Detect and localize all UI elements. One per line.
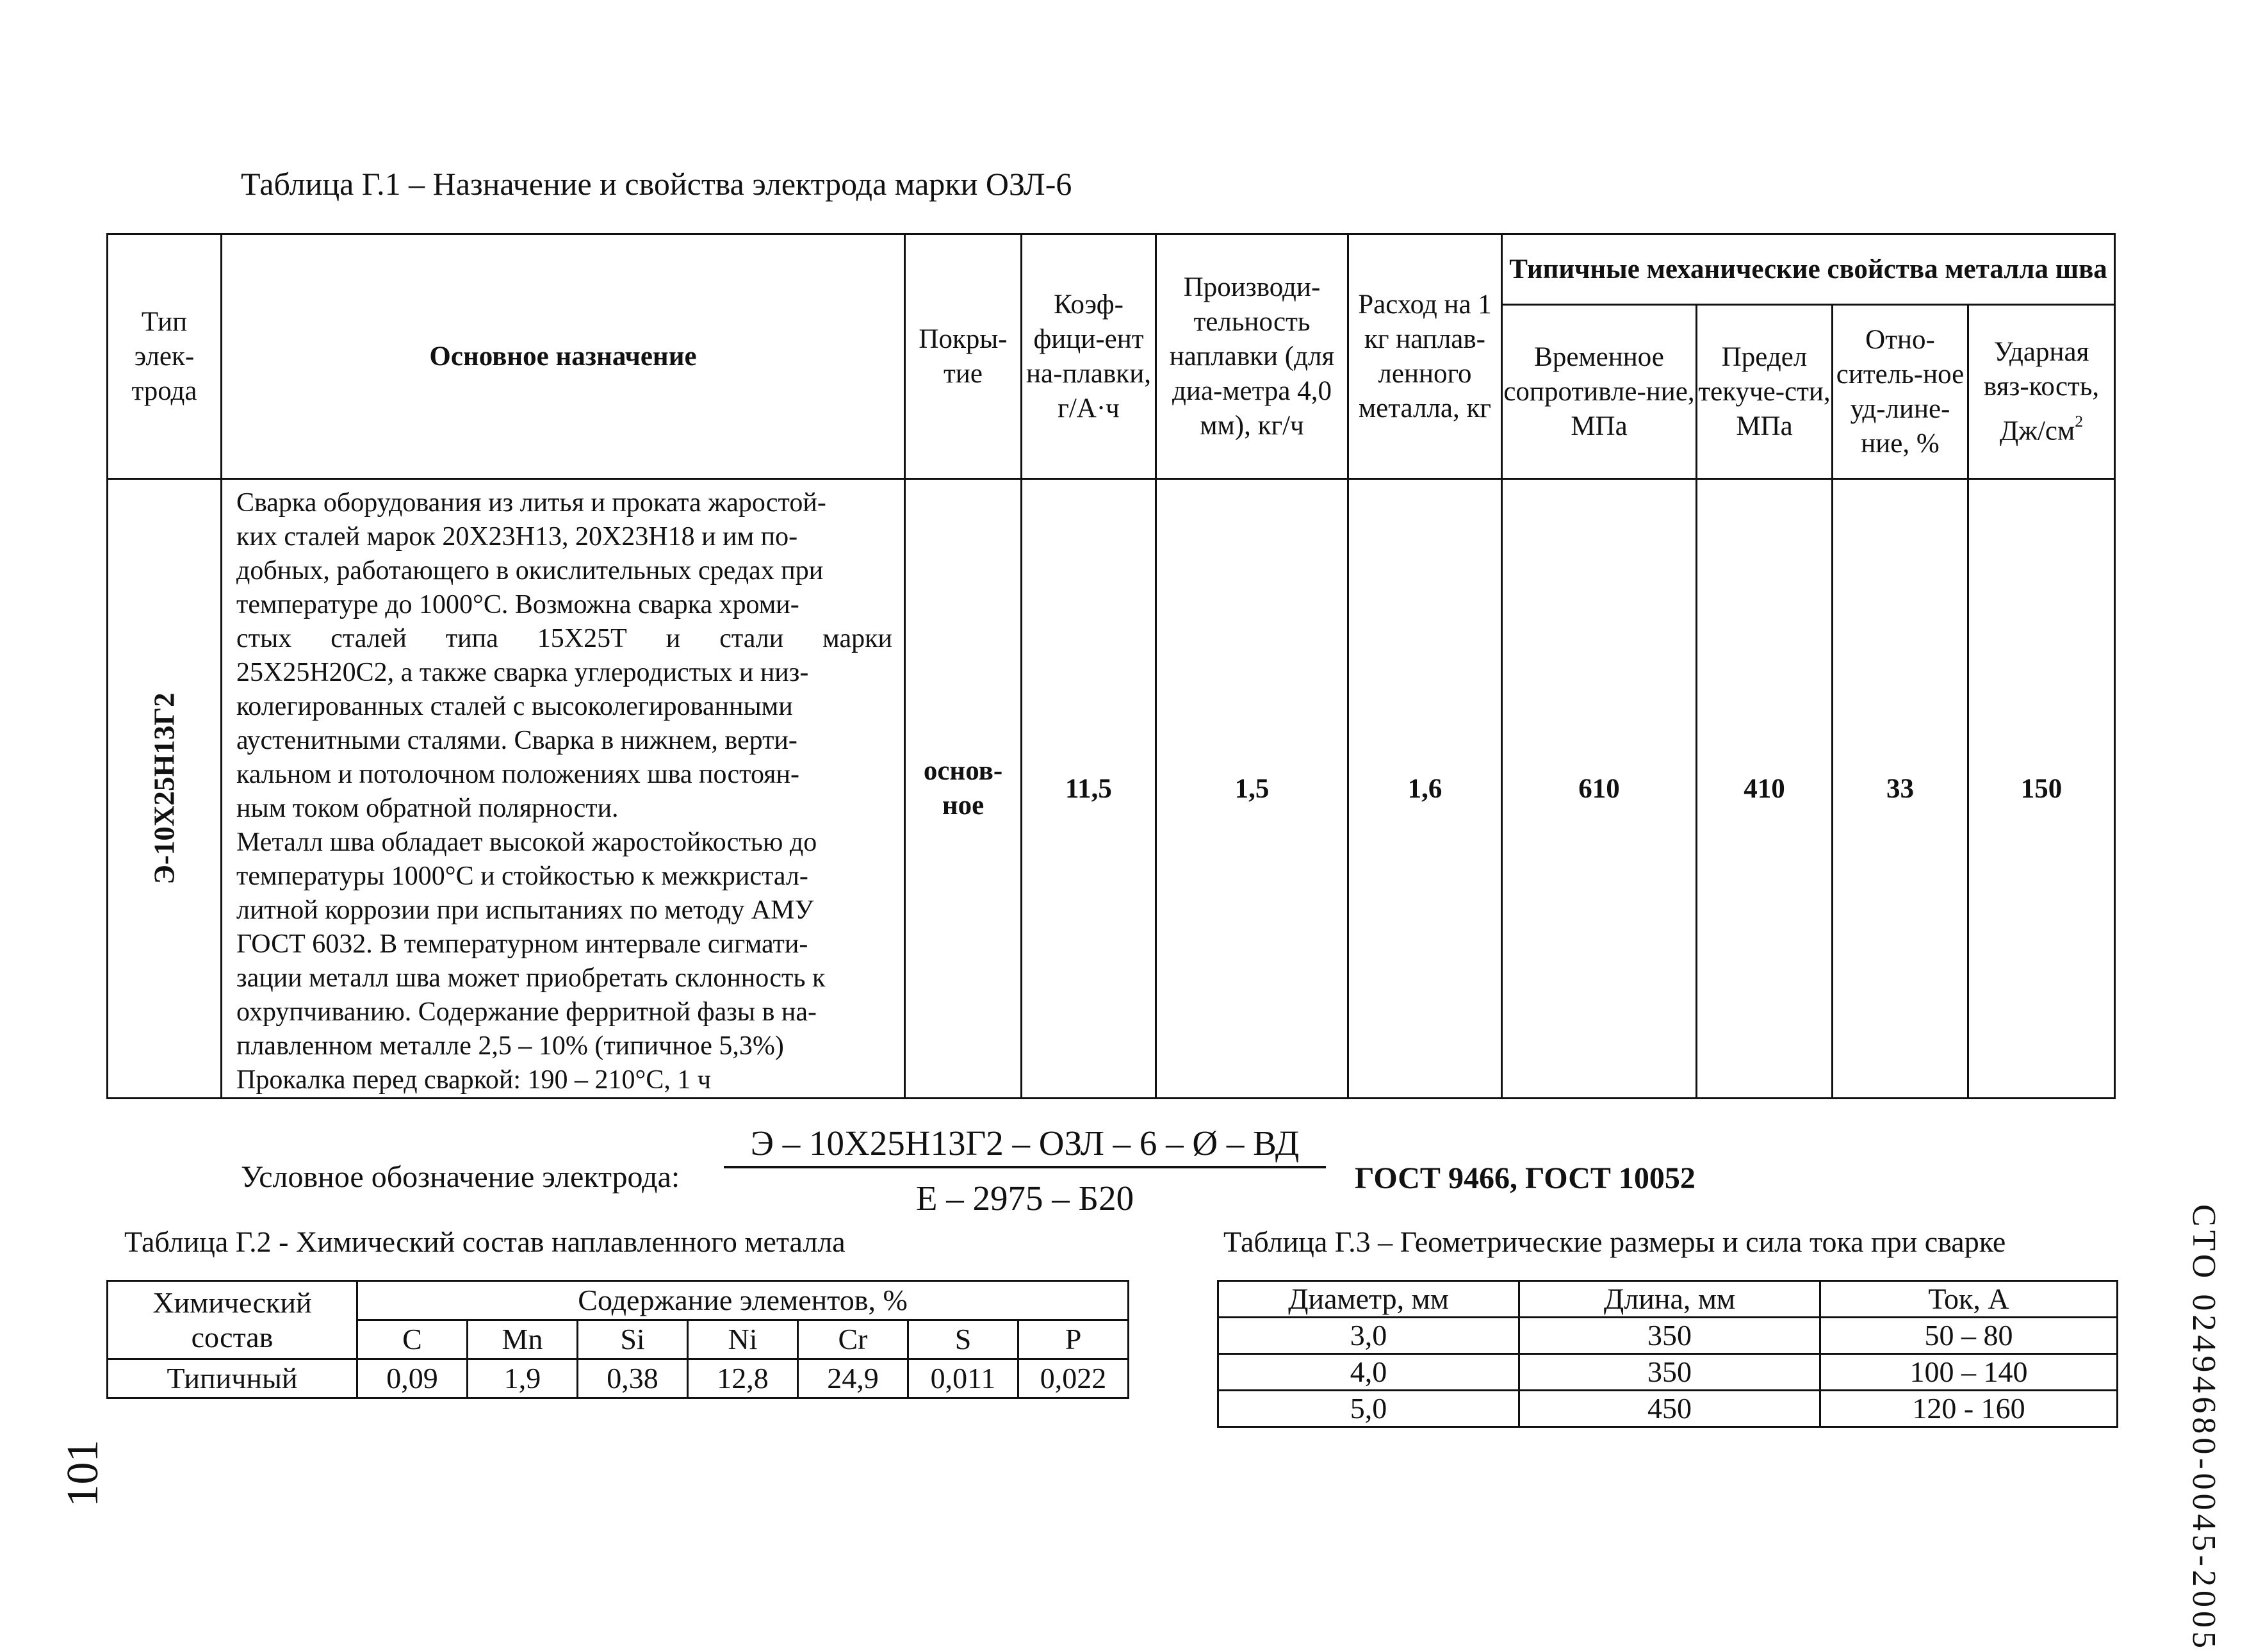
table1 bbox=[106, 233, 2116, 1099]
cell-yield: 410 bbox=[1697, 479, 1833, 1099]
length-value: 350 bbox=[1519, 1354, 1820, 1391]
purpose-line: колегированных сталей с высоколегированными bbox=[236, 692, 793, 721]
header-impact-text: Ударная вяз-кость, Дж/см bbox=[1983, 336, 2100, 446]
purpose-line: ным током обратной полярности. bbox=[236, 794, 619, 823]
header-mech-group: Типичные механические свойства металла шва bbox=[1502, 234, 2115, 305]
cell-consumption: 1,6 bbox=[1348, 479, 1502, 1099]
purpose-line: ких сталей марок 20Х23Н13, 20Х23Н18 и им по- bbox=[236, 522, 798, 552]
header-impact-sup: 2 bbox=[2075, 411, 2084, 430]
purpose-line: зации металл шва может приобретать склонность к bbox=[236, 963, 826, 993]
cell-productivity: 1,5 bbox=[1156, 479, 1348, 1099]
purpose-line: плавленном металле 2,5 – 10% (типичное 5,3%) bbox=[236, 1031, 784, 1061]
header-coefficient: Коэф-фици-ент на-плавки, г/А·ч bbox=[1022, 234, 1156, 479]
diameter-value: 4,0 bbox=[1218, 1354, 1519, 1391]
element-header: Ni bbox=[688, 1320, 798, 1359]
cell-tensile: 610 bbox=[1502, 479, 1697, 1099]
element-value: 24,9 bbox=[798, 1359, 908, 1398]
element-header: Mn bbox=[468, 1320, 578, 1359]
purpose-line: ГОСТ 6032. В температурном интервале сигмати- bbox=[236, 929, 808, 959]
header-tensile: Временное сопротивле-ние, МПа bbox=[1502, 305, 1697, 479]
element-header: C bbox=[357, 1320, 468, 1359]
header-type: Тип элек-трода bbox=[108, 234, 222, 479]
table3 bbox=[1217, 1280, 2118, 1428]
diameter-value: 3,0 bbox=[1218, 1318, 1519, 1354]
length-value: 350 bbox=[1519, 1318, 1820, 1354]
length-value: 450 bbox=[1519, 1391, 1820, 1427]
element-value: 12,8 bbox=[688, 1359, 798, 1398]
purpose-line: стых сталей типа 15Х25Т и стали марки bbox=[236, 624, 892, 653]
cell-impact: 150 bbox=[1968, 479, 2115, 1099]
header-impact bbox=[1968, 305, 2115, 479]
diameter-value: 5,0 bbox=[1218, 1391, 1519, 1427]
element-value: 1,9 bbox=[468, 1359, 578, 1398]
purpose-line: литной коррозии при испытаниях по методу АМУ bbox=[236, 896, 814, 925]
element-header: Si bbox=[578, 1320, 688, 1359]
table2-header-first: Химический состав bbox=[108, 1281, 357, 1359]
purpose-line: Сварка оборудования из литья и проката жаростой- bbox=[236, 488, 826, 518]
table-row bbox=[1218, 1318, 2118, 1354]
purpose-line: Прокалка перед сваркой: 190 – 210°С, 1 ч bbox=[236, 1065, 711, 1095]
element-header: Cr bbox=[798, 1320, 908, 1359]
element-value: 0,022 bbox=[1018, 1359, 1129, 1398]
table2-row-label: Типичный bbox=[108, 1359, 357, 1398]
table3-header-diameter: Диаметр, мм bbox=[1218, 1281, 1519, 1318]
header-purpose: Основное назначение bbox=[222, 234, 905, 479]
table2-title: Таблица Г.2 - Химический состав наплавленного металла bbox=[124, 1225, 846, 1258]
purpose-line: аустенитными сталями. Сварка в нижнем, верти- bbox=[236, 726, 797, 755]
cell-elongation: 33 bbox=[1833, 479, 1968, 1099]
current-value: 120 - 160 bbox=[1820, 1391, 2118, 1427]
cell-type bbox=[108, 479, 222, 1099]
cell-purpose bbox=[222, 479, 905, 1099]
current-value: 50 – 80 bbox=[1820, 1318, 2118, 1354]
page-number: 101 bbox=[58, 1439, 108, 1507]
purpose-line: охрупчиванию. Содержание ферритной фазы в на- bbox=[236, 997, 817, 1027]
purpose-line: температуры 1000°С и стойкостью к межкристал- bbox=[236, 862, 808, 891]
table2 bbox=[106, 1280, 1129, 1399]
element-value: 0,38 bbox=[578, 1359, 688, 1398]
cell-coating: основ-ное bbox=[905, 479, 1022, 1099]
header-elongation: Отно-ситель-ное уд-лине-ние, % bbox=[1833, 305, 1968, 479]
element-value: 0,011 bbox=[908, 1359, 1018, 1398]
purpose-line: Металл шва обладает высокой жаростойкостью до bbox=[236, 828, 817, 857]
header-coating: Покры-тие bbox=[905, 234, 1022, 479]
header-productivity: Производи-тельность наплавки (для диа-метра 4,0 мм), кг/ч bbox=[1156, 234, 1348, 479]
table3-header-current: Ток, А bbox=[1820, 1281, 2118, 1318]
purpose-line: температуре до 1000°С. Возможна сварка хроми- bbox=[236, 590, 799, 619]
designation-denominator: Е – 2975 – Б20 bbox=[915, 1179, 1134, 1218]
purpose-line: добных, работающего в окислительных средах при bbox=[236, 556, 824, 585]
cell-coefficient: 11,5 bbox=[1022, 479, 1156, 1099]
designation-label: Условное обозначение электрода: bbox=[241, 1160, 680, 1194]
header-yield: Предел текуче-сти, МПа bbox=[1697, 305, 1833, 479]
element-value: 0,09 bbox=[357, 1359, 468, 1398]
designation-gost: ГОСТ 9466, ГОСТ 10052 bbox=[1355, 1161, 1695, 1195]
table-row bbox=[1218, 1391, 2118, 1427]
table3-header-length: Длина, мм bbox=[1519, 1281, 1820, 1318]
side-stamp: СТО 02494680-0045-2005 bbox=[2186, 1204, 2222, 1652]
designation-numerator: Э – 10Х25Н13Г2 – ОЗЛ – 6 – Ø – ВД bbox=[724, 1122, 1326, 1168]
element-header: S bbox=[908, 1320, 1018, 1359]
current-value: 100 – 140 bbox=[1820, 1354, 2118, 1391]
purpose-line: кальном и потолочном положениях шва постоян- bbox=[236, 760, 799, 789]
table2-header-group: Содержание элементов, % bbox=[357, 1281, 1129, 1320]
purpose-line: 25Х25Н20С2, а также сварка углеродистых и низ- bbox=[236, 658, 809, 687]
header-consumption: Расход на 1 кг наплав-ленного металла, кг bbox=[1348, 234, 1502, 479]
element-header: P bbox=[1018, 1320, 1129, 1359]
table1-title: Таблица Г.1 – Назначение и свойства электрода марки ОЗЛ-6 bbox=[241, 166, 1072, 202]
table3-title: Таблица Г.3 – Геометрические размеры и сила тока при сварке bbox=[1223, 1225, 2006, 1258]
table-row bbox=[1218, 1354, 2118, 1391]
electrode-type-label: Э-10Х25Н13Г2 bbox=[148, 692, 181, 885]
